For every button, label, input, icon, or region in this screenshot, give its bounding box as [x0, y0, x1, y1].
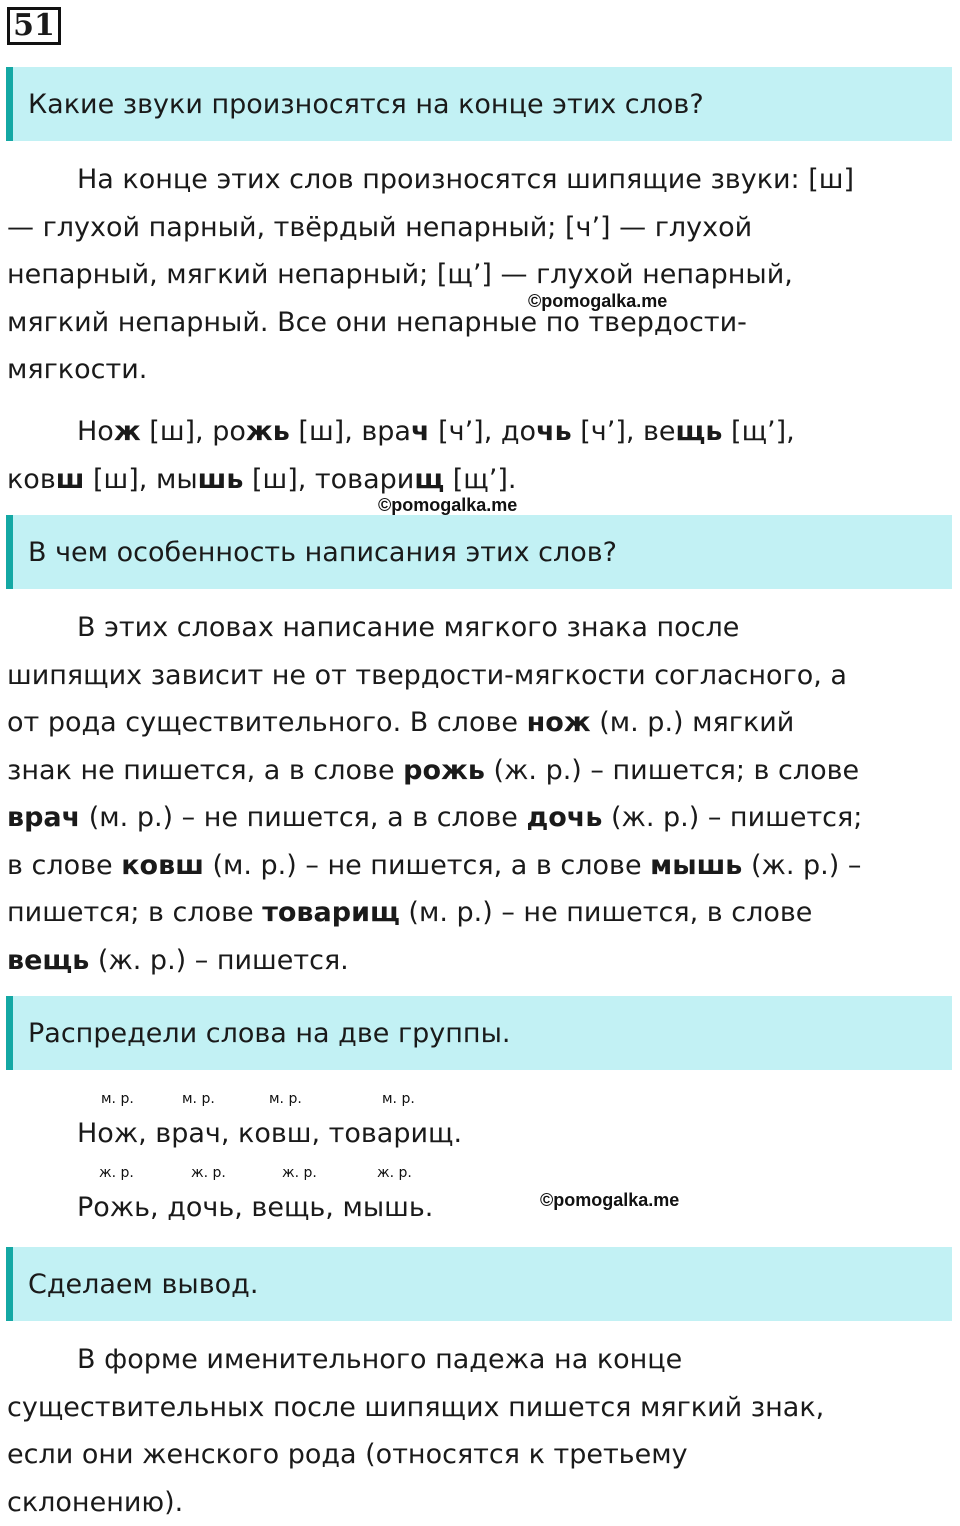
bold-ending: ш [55, 463, 85, 495]
bold-word: рожь [403, 754, 485, 786]
text-run: (ж. р.) – пишется; в слове [484, 754, 860, 786]
bold-ending: шь [197, 463, 244, 495]
gender-label-masculine: м. р. [382, 1091, 415, 1107]
gender-label-feminine: ж. р. [377, 1165, 412, 1181]
bold-word: нож [526, 707, 591, 738]
text-line: — глухой парный, твёрдый непарный; [ч’] — глухой [7, 211, 753, 243]
text-run: знак не пишется, а в слове [7, 754, 404, 786]
task-number: 51 [7, 7, 61, 45]
watermark: ©pomogalka.me [378, 495, 518, 515]
gender-label-feminine: ж. р. [191, 1165, 226, 1181]
gender-label-masculine: м. р. [269, 1091, 302, 1107]
bold-word: ковш [121, 849, 204, 881]
text-line: шипящих зависит не от твердости-мягкости согласного, а [7, 659, 847, 691]
text-run: [ш], товари [243, 463, 415, 495]
feminine-words-group: Рожь, дочь, вещь, мышь. [77, 1192, 434, 1223]
bold-word: дочь [526, 802, 603, 833]
text-run: (ж. р.) – [742, 849, 862, 881]
text-line: мягкости. [7, 354, 148, 385]
conclusion-paragraph [7, 1336, 897, 1526]
text-run: [ш], мы [84, 463, 198, 495]
text-line: непарный, мягкий непарный; [щ’] — глухой непарный, [7, 259, 793, 290]
text-run: ков [7, 463, 56, 495]
text-line: В этих словах написание мягкого знака после [77, 612, 740, 643]
question-bar-spelling: В чем особенность написания этих слов? [6, 515, 952, 589]
bold-ending: щ [414, 463, 445, 495]
text-run: пишется; в слове [7, 897, 263, 928]
gender-label-masculine: м. р. [182, 1091, 215, 1107]
words-transcription-paragraph [7, 408, 897, 503]
text-run: (м. р.) – не пишется, а в слове [80, 802, 527, 833]
text-line: если они женского рода (относятся к третьему [7, 1439, 688, 1470]
question-bar-conclusion: Сделаем вывод. [6, 1247, 952, 1321]
text-line: На конце этих слов произносятся шипящие звуки: [ш] [77, 164, 855, 195]
bold-ending: ж [113, 416, 141, 447]
gender-label-feminine: ж. р. [282, 1165, 317, 1181]
text-line: склонению). [7, 1486, 184, 1518]
answer-spelling-paragraph [7, 604, 897, 984]
text-run: Но [77, 416, 114, 447]
bold-ending: щь [675, 416, 723, 447]
text-run: [щ’]. [444, 463, 517, 495]
text-run: (м. р.) – не пишется, в слове [399, 897, 813, 928]
text-run: [ч’], до [429, 416, 537, 447]
text-run: [ш], вра [289, 416, 411, 447]
bold-word: врач [7, 802, 81, 833]
text-run: [ш], ро [140, 416, 246, 447]
bold-word: вещь [7, 944, 90, 976]
text-line: существительных после шипящих пишется мягкий знак, [7, 1391, 825, 1423]
gender-label-feminine: ж. р. [99, 1165, 134, 1181]
gender-label-masculine: м. р. [101, 1091, 134, 1107]
text-line: В форме именительного падежа на конце [77, 1344, 683, 1375]
text-run: [ч’], ве [571, 416, 676, 447]
text-run: от рода существительного. В слове [7, 707, 527, 738]
masculine-words-group: Нож, врач, ковш, товарищ. [77, 1118, 463, 1149]
text-run: [щ’], [722, 416, 795, 447]
text-run: (м. р.) – не пишется, а в слове [203, 849, 651, 881]
bold-word: товарищ [262, 897, 400, 928]
watermark: ©pomogalka.me [540, 1190, 680, 1210]
question-bar-sounds: Какие звуки произносятся на конце этих слов? [6, 67, 952, 141]
bold-word: мышь [650, 849, 743, 881]
text-run: (ж. р.) – пишется; [602, 802, 863, 833]
bold-ending: жь [245, 416, 290, 447]
text-run: в слове [7, 849, 122, 881]
watermark: ©pomogalka.me [528, 291, 668, 311]
question-bar-groups: Распредели слова на две группы. [6, 996, 952, 1070]
text-line: мягкий непарный. Все они непарные по твердости- [7, 306, 747, 338]
answer-sounds-paragraph [7, 156, 897, 394]
bold-ending: чь [536, 416, 572, 447]
bold-ending: ч [410, 416, 430, 447]
text-run: (ж. р.) – пишется. [89, 944, 349, 976]
text-run: (м. р.) мягкий [590, 707, 795, 738]
